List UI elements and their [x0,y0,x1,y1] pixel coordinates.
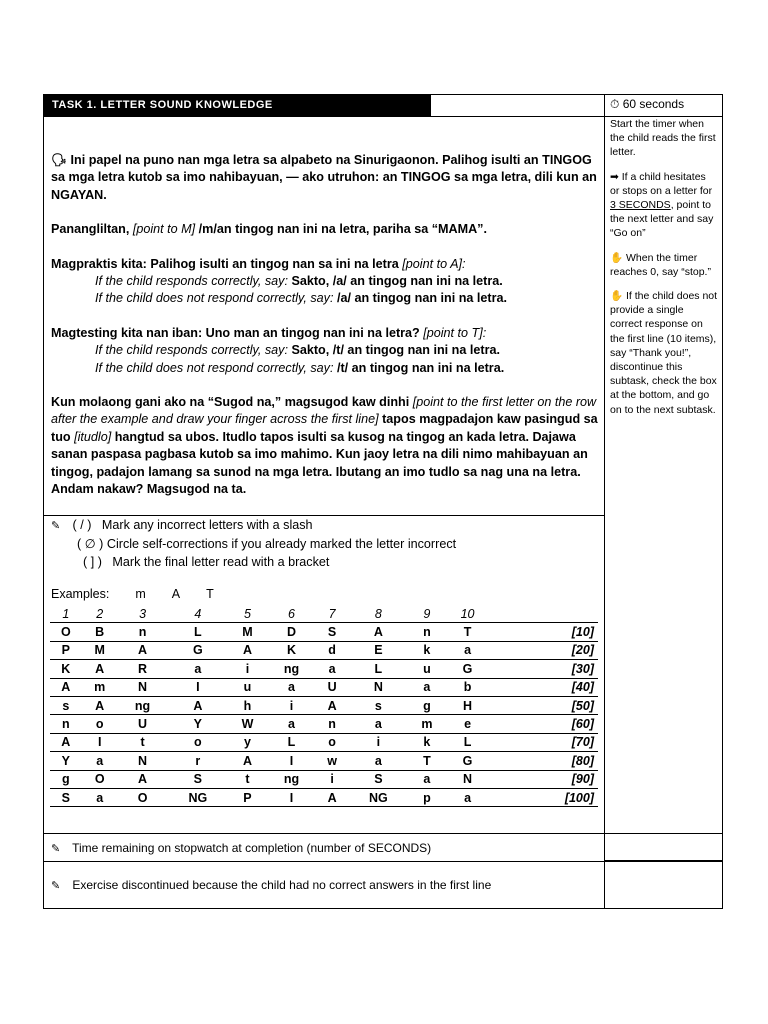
row-total: [20] [490,641,598,659]
arrow-icon: ➡ [610,170,619,183]
letter-cell[interactable]: O [82,770,118,788]
letter-cell[interactable]: a [348,752,409,770]
column-number: 3 [118,605,168,623]
stopwatch-icon: ⏱ [610,97,620,111]
letter-cell[interactable]: o [167,733,228,751]
letter-row [50,678,598,696]
letter-cell[interactable]: A [316,696,348,714]
letter-cell[interactable]: N [445,770,490,788]
marking-circle: ( ∅ ) Circle self-corrections if you already marked the letter incorrect [77,537,457,551]
task-title: TASK 1. LETTER SOUND KNOWLEDGE [44,95,431,116]
letter-cell[interactable]: L [267,733,317,751]
letter-cell[interactable]: N [118,678,168,696]
letter-cell[interactable]: O [118,788,168,806]
sidebar-instructions [610,117,718,427]
letter-cell[interactable]: Y [50,752,82,770]
letter-cell[interactable]: A [50,733,82,751]
practice-paragraph: Magpraktis kita: Palihog isulti an tingog nan sa ini na letra [point to A]: If the child responds correctly, say: Sakto, /a/ an tingog nan ini na letra. If the child does not respond correctly, say: /a/ an tingog nan ini na letra. [51,256,508,306]
letter-cell[interactable]: A [228,752,266,770]
letter-cell[interactable]: g [50,770,82,788]
letter-cell[interactable]: E [348,641,409,659]
test-paragraph: Magtesting kita nan iban: Uno man an tingog nan ini na letra? [point to T]: If the child responds correctly, say: Sakto, /t/ an tingog nan ini na letra. If the child does not respond correctly, say: /t/ an tingog nan ini na letra. [51,325,505,375]
letter-cell[interactable]: w [316,752,348,770]
letter-cell[interactable]: D [267,623,317,641]
sidebar-discontinue: ✋ If the child does not provide a single correct response on the first line (10 items), say “Thank you!”, discontinue this subtask, check the box at the bottom, and go on to the next subtask. [610,290,718,416]
column-number: 10 [445,605,490,623]
letter-cell[interactable]: A [82,696,118,714]
letter-cell[interactable]: i [228,660,266,678]
column-numbers-row [50,605,598,623]
letter-cell[interactable]: P [50,641,82,659]
letter-cell[interactable]: A [50,678,82,696]
letter-cell[interactable]: ng [118,696,168,714]
timer-label: ⏱ 60 seconds [610,97,685,111]
letter-cell[interactable]: I [167,678,228,696]
row-total: [80] [490,752,598,770]
letter-cell[interactable]: o [316,733,348,751]
letter-cell[interactable]: P [228,788,266,806]
letter-cell[interactable]: U [118,715,168,733]
row-total: [50] [490,696,598,714]
letter-cell[interactable]: e [445,715,490,733]
letter-cell[interactable]: m [82,678,118,696]
letter-cell[interactable]: I [267,752,317,770]
letter-cell[interactable]: G [445,752,490,770]
letter-cell[interactable]: L [445,733,490,751]
letter-cell[interactable]: m [409,715,445,733]
speaker-icon: 🗣 [51,153,67,167]
pencil-icon: ✎ [51,843,61,855]
letter-cell[interactable]: a [82,752,118,770]
pencil-icon: ✎ [51,880,61,892]
letter-row [50,770,598,788]
hand-icon: ✋ [610,290,624,303]
letter-cell[interactable]: a [409,678,445,696]
examples-row: Examples: m A T [51,587,214,601]
letter-cell[interactable]: M [82,641,118,659]
letter-cell[interactable]: H [445,696,490,714]
letter-cell[interactable]: A [82,660,118,678]
letter-cell[interactable]: a [82,788,118,806]
letter-cell[interactable]: a [267,715,317,733]
letter-grid [50,605,598,807]
hand-icon: ✋ [610,251,624,264]
row-total: [60] [490,715,598,733]
row-total: [30] [490,660,598,678]
letter-cell[interactable]: A [348,623,409,641]
letter-cell[interactable]: a [267,678,317,696]
letter-cell[interactable]: N [348,678,409,696]
letter-cell[interactable]: a [445,788,490,806]
column-number: 7 [316,605,348,623]
marking-slash: ✎ ( / ) Mark any incorrect letters with a slash [51,516,456,535]
letter-cell[interactable]: a [167,660,228,678]
pencil-icon: ✎ [51,520,61,532]
letter-cell[interactable]: M [228,623,266,641]
column-divider [604,94,605,909]
letter-cell[interactable]: k [409,641,445,659]
letter-cell[interactable]: G [167,641,228,659]
letter-cell[interactable]: k [409,733,445,751]
discontinued-label: ✎ Exercise discontinued because the child had no correct answers in the first line [51,878,492,892]
letter-row [50,623,598,641]
column-number: 9 [409,605,445,623]
sidebar-start-timer: Start the timer when the child reads the first letter. [610,118,716,159]
letter-cell[interactable]: U [316,678,348,696]
letter-cell[interactable]: ng [267,770,317,788]
row-total: [90] [490,770,598,788]
letter-row [50,660,598,678]
letter-cell[interactable]: T [445,623,490,641]
letter-cell[interactable]: T [409,752,445,770]
letter-cell[interactable]: g [409,696,445,714]
letter-cell[interactable]: A [316,788,348,806]
letter-cell[interactable]: s [50,696,82,714]
letter-row [50,752,598,770]
letter-cell[interactable]: Y [167,715,228,733]
letter-cell[interactable]: B [82,623,118,641]
letter-cell[interactable]: ng [267,660,317,678]
column-number: 6 [267,605,317,623]
letter-cell[interactable]: u [409,660,445,678]
letter-cell[interactable]: s [348,696,409,714]
letter-cell[interactable]: h [228,696,266,714]
sidebar-hesitate: ➡ If a child hesitates or stops on a letter for 3 SECONDS, point to the next letter and say “Go on” [610,170,714,240]
intro-paragraph: 🗣 Ini papel na puno nan mga letra sa alpabeto na Sinurigaonon. Palihog isulti an TINGOG sa mga letra kutob sa imo nahibayuan, — ako utruhon: an TINGOG sa mga letra, dili kun an NGAYAN. [51,153,597,202]
letter-cell[interactable]: N [118,752,168,770]
row-total: [100] [490,788,598,806]
column-number: 1 [50,605,82,623]
example-paragraph: Panangliltan, [point to M] /m/an tingog nan ini na letra, pariha sa “MAMA”. [51,222,487,237]
letter-cell[interactable]: I [82,733,118,751]
letter-cell[interactable]: S [167,770,228,788]
letter-cell[interactable]: b [445,678,490,696]
letter-cell[interactable]: a [348,715,409,733]
letter-cell[interactable]: t [118,733,168,751]
letter-cell[interactable]: W [228,715,266,733]
letter-cell[interactable]: L [167,623,228,641]
letter-cell[interactable]: NG [348,788,409,806]
letter-cell[interactable]: S [50,788,82,806]
letter-cell[interactable]: o [82,715,118,733]
marking-legend [51,516,456,571]
letter-cell[interactable]: G [445,660,490,678]
letter-cell[interactable]: y [228,733,266,751]
letter-cell[interactable]: n [409,623,445,641]
letter-cell[interactable]: n [316,715,348,733]
letter-cell[interactable]: A [118,770,168,788]
letter-cell[interactable]: S [316,623,348,641]
letter-row [50,788,598,806]
letter-cell[interactable]: u [228,678,266,696]
column-number: 2 [82,605,118,623]
letter-cell[interactable]: L [348,660,409,678]
letter-cell[interactable]: A [228,641,266,659]
letter-cell[interactable]: a [409,770,445,788]
letter-cell[interactable]: d [316,641,348,659]
letter-cell[interactable]: R [118,660,168,678]
column-number: 8 [348,605,409,623]
column-number: 4 [167,605,228,623]
letter-row [50,715,598,733]
row-total: [70] [490,733,598,751]
letter-cell[interactable]: i [316,770,348,788]
letter-cell[interactable]: K [50,660,82,678]
main-instructions [51,152,599,516]
letter-cell[interactable]: NG [167,788,228,806]
marking-bracket: ( ] ) Mark the final letter read with a bracket [83,555,330,569]
discontinued-checkbox[interactable] [604,861,723,909]
letter-cell[interactable]: n [118,623,168,641]
letter-cell[interactable]: A [167,696,228,714]
letter-row [50,641,598,659]
letter-cell[interactable]: O [50,623,82,641]
letter-cell[interactable]: i [348,733,409,751]
letter-cell[interactable]: A [118,641,168,659]
letter-cell[interactable]: K [267,641,317,659]
letter-cell[interactable]: a [445,641,490,659]
final-paragraph: Kun molaong gani ako na “Sugod na,” magsugod kaw dinhi [point to the first letter on the row after the example and draw your finger across the first line] tapos magpadajon kaw pasingud sa tuo [itudlo] hangtud sa ubos. Itudlo tapos isulti sa kusog na tingog an kada letra. Dajawa sanan paspasa pagbasa kutob sa imo mahimo. Kun jaoy letra na dili nimo mahibayuan an tingog, padajon lamang sa sunod na mga letra. Ibutang an imo tudlo sa nag una na letra. Andam nakaw? Magsugod na ta. [51,395,598,497]
time-remaining-box[interactable] [604,833,723,861]
letter-cell[interactable]: a [316,660,348,678]
sidebar-stop: ✋ When the timer reaches 0, say “stop.” [610,251,711,278]
letter-row [50,696,598,714]
letter-cell[interactable]: S [348,770,409,788]
header-divider [43,116,604,117]
letter-cell[interactable]: i [267,696,317,714]
row-total: [40] [490,678,598,696]
column-number-blank [490,605,598,623]
letter-cell[interactable]: t [228,770,266,788]
letter-cell[interactable]: I [267,788,317,806]
letter-cell[interactable]: p [409,788,445,806]
letter-cell[interactable]: r [167,752,228,770]
column-number: 5 [228,605,266,623]
time-remaining-label: ✎ Time remaining on stopwatch at completion (number of SECONDS) [51,841,432,855]
row-total: [10] [490,623,598,641]
letter-cell[interactable]: n [50,715,82,733]
letter-row [50,733,598,751]
